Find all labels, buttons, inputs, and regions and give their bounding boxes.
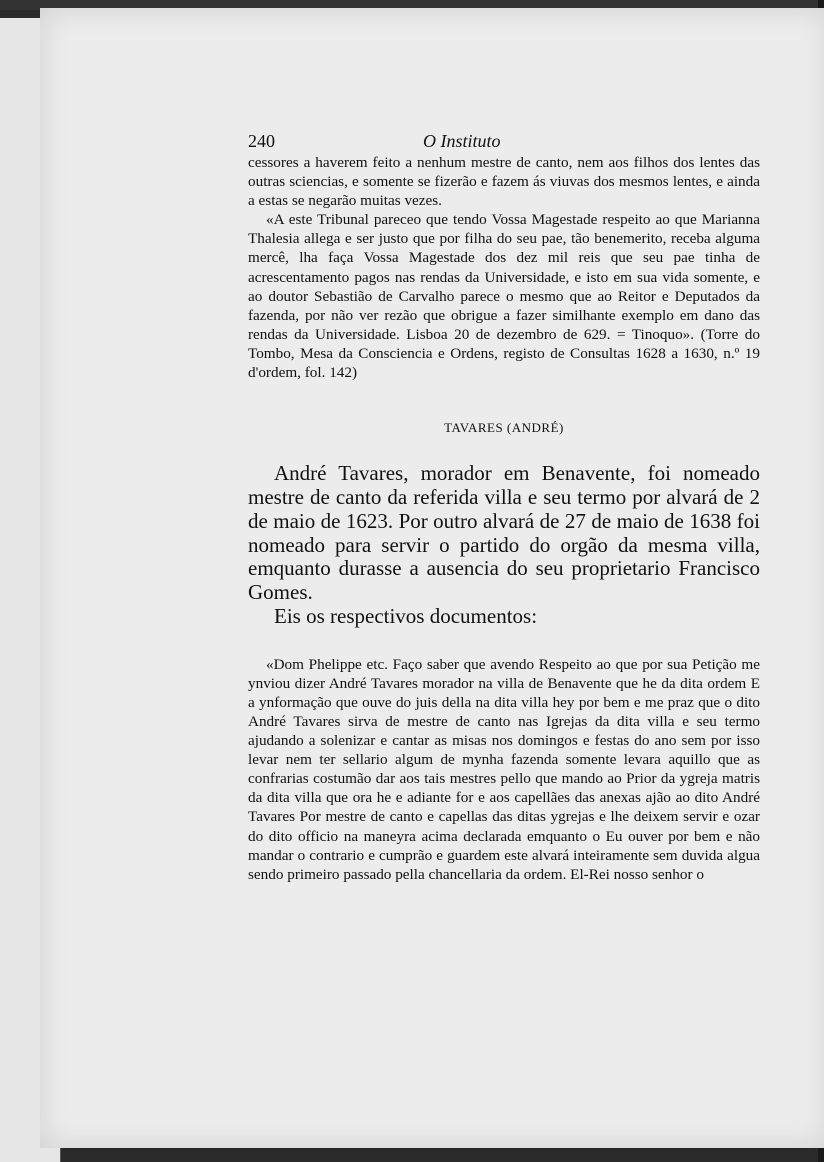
page-number: 240 <box>248 131 275 151</box>
paragraph: Eis os respectivos documentos: <box>274 603 538 628</box>
top-text-block <box>248 153 760 382</box>
page-content <box>248 123 760 884</box>
page-header <box>248 123 760 153</box>
spacer <box>248 629 760 655</box>
book-page <box>40 8 824 1148</box>
running-title: O Instituto <box>423 131 501 151</box>
paragraph: André Tavares, morador em Benavente, foi nomeado mestre de canto da referida villa e seu termo por alvará de 2 de maio de 1623. Por outro alvará de 27 de maio de 1638 foi nomeado para servir o partido do orgão da mesma villa, emquanto durasse a ausencia do seu proprietario Francisco Gomes. <box>248 461 760 605</box>
paragraph: «A este Tribunal pareceo que tendo Vossa Magestade respeito ao que Marianna Thalesia allega e ser justo que por filha do seu pae, tão benemerito, receba alguma mercê, lha faça Vossa Magestade dos dez mil reis que seu pae tinha de acrescentamento pagos nas rendas da Universidade, e isto em sua vida somente, e ao doutor Sebastião de Carvalho parece o mesmo que ao Reitor e Deputados da fazenda, por não ver rezão que obrigue a fazer similhante exemplo em dano das rendas da Universidade. Lisboa 20 de dezembro de 629. = Tinoquo». (Torre do Tombo, Mesa da Consciencia e Ordens, registo de Consultas 1628 a 1630, n.º 19 d'ordem, fol. 142) <box>248 211 760 382</box>
paragraph: cessores a haverem feito a nenhum mestre de canto, nem aos filhos dos lentes das outras sciencias, e somente se fizerão e fazem ás viuvas dos mesmos lentes, e ainda a estas se negarão muitas vezes. <box>248 154 760 210</box>
main-text-block <box>248 462 760 629</box>
section-heading: TAVARES (ANDRÉ) <box>444 420 564 436</box>
paragraph: «Dom Phelippe etc. Faço saber que avendo Respeito ao que por sua Petição me ynviou dizer André Tavares morador na villa de Benavente que he da dita ordem E a ynformação que ouve do juis della na dita villa hey por bem e me praz que o dito André Tavares sirva de mestre de canto nas Igrejas da dita villa e seu termo ajudando a solenizar e cantar as misas nos domingos e festas do ano sem por isso levar nem ter sellario algum de mynha fazenda somente levara aquillo que as confrarias costumão dar aos tais mestres pello que mando ao Prior da ygreja matris da dita villa que ora he e adiante for e aos capellães das anexas ajão ao dito André Tavares Por mestre de canto e capellas das ditas ygrejas e lhe deixem servir e ozar do dito officio na maneyra acima declarada emquanto o Eu ouver por bem e não mandar o contrario e cumprão e guardem este alvará inteiramente sem duvida algua sendo primeiro passado pella chancellaria da ordem. El-Rei nosso senhor o <box>248 655 760 883</box>
document-text-block <box>248 655 760 884</box>
